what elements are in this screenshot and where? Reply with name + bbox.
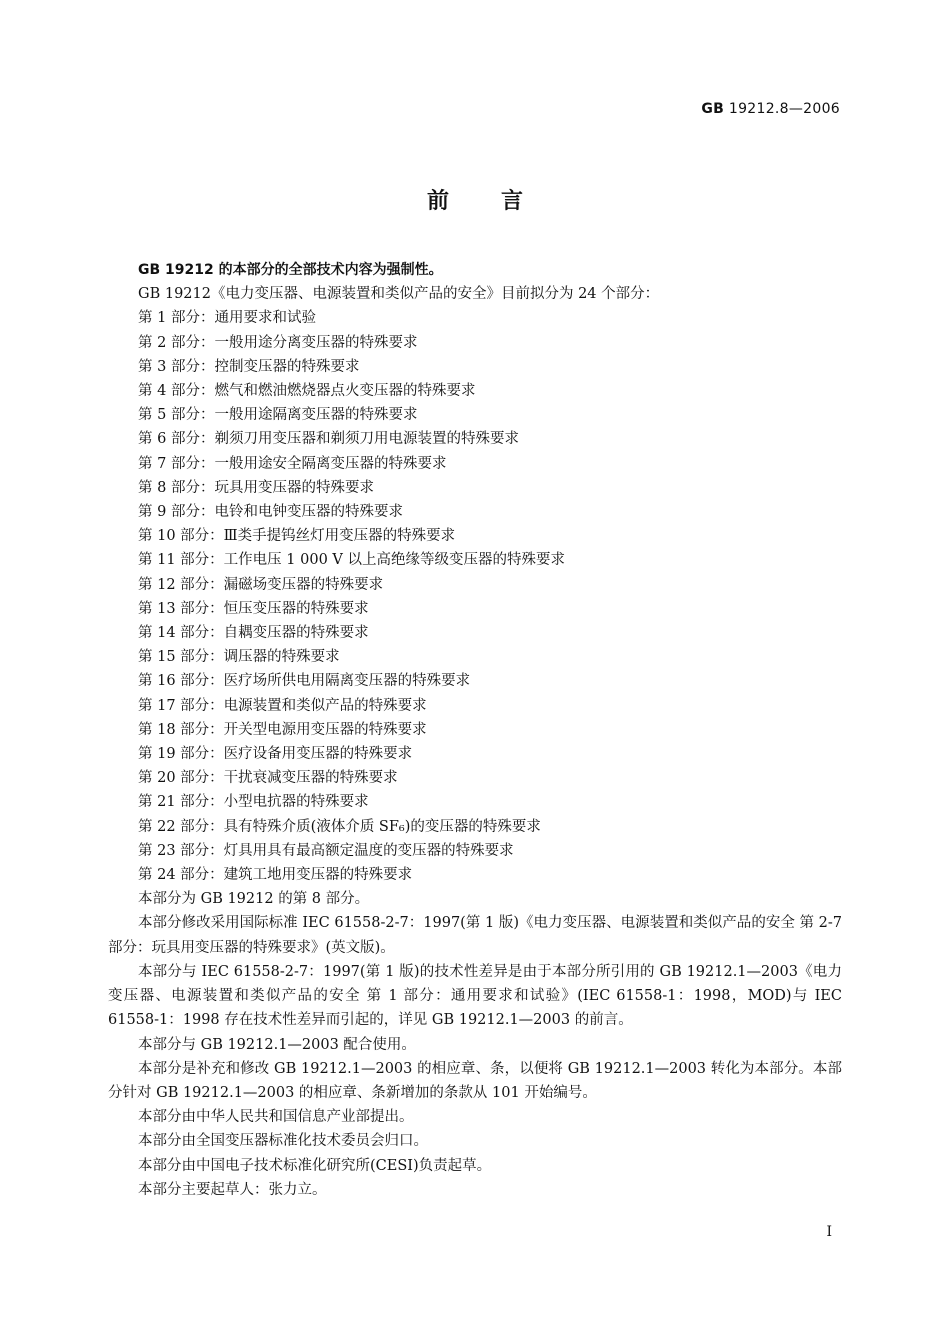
paragraph: 本部分是补充和修改 GB 19212.1—2003 的相应章、条，以便将 GB 19212.1—2003 转化为本部分。本部分针对 GB 19212.1—2003 的相应章、条新增加的条款从 101 开始编号。 xyxy=(108,1060,842,1101)
part-list-item: 第 3 部分：控制变压器的特殊要求 xyxy=(138,358,360,375)
part-list-item: 第 14 部分：自耦变压器的特殊要求 xyxy=(138,625,369,642)
title-char-2: 言 xyxy=(501,189,524,214)
part-list-item: 第 17 部分：电源装置和类似产品的特殊要求 xyxy=(138,697,427,714)
part-list-item: 第 18 部分：开关型电源用变压器的特殊要求 xyxy=(138,721,427,738)
part-list-item: 第 20 部分：干扰衰减变压器的特殊要求 xyxy=(138,770,398,787)
part-list-item: 第 13 部分：恒压变压器的特殊要求 xyxy=(138,600,369,617)
part-list-item: 第 5 部分：一般用途隔离变压器的特殊要求 xyxy=(138,407,418,424)
part-list-item: 第 8 部分：玩具用变压器的特殊要求 xyxy=(138,479,374,496)
paragraph: 本部分为 GB 19212 的第 8 部分。 xyxy=(138,891,370,908)
part-list-item: 第 22 部分：具有特殊介质(液体介质 SF₆)的变压器的特殊要求 xyxy=(138,818,541,835)
part-list-item: 第 4 部分：燃气和燃油燃烧器点火变压器的特殊要求 xyxy=(138,383,476,400)
page-number: I xyxy=(826,1224,832,1240)
part-list-item: 第 16 部分：医疗场所供电用隔离变压器的特殊要求 xyxy=(138,673,471,690)
title-char-1: 前 xyxy=(426,189,449,214)
paragraph: 本部分由全国变压器标准化技术委员会归口。 xyxy=(138,1133,428,1150)
part-list-item: 第 9 部分：电铃和电钟变压器的特殊要求 xyxy=(138,504,403,521)
part-list-item: 第 15 部分：调压器的特殊要求 xyxy=(138,649,340,666)
paragraph: 本部分修改采用国际标准 IEC 61558-2-7：1997(第 1 版)《电力变压器、电源装置和类似产品的安全 第 2-7 部分：玩具用变压器的特殊要求》(英文版)。 xyxy=(108,915,842,956)
part-list-item: 第 7 部分：一般用途安全隔离变压器的特殊要求 xyxy=(138,455,447,472)
part-list-item: 第 24 部分：建筑工地用变压器的特殊要求 xyxy=(138,867,413,884)
document-code: GB 19212.8—2006 xyxy=(701,101,840,117)
part-list-item: 第 6 部分：剃须刀用变压器和剃须刀用电源装置的特殊要求 xyxy=(138,431,519,448)
part-list-item: 第 19 部分：医疗设备用变压器的特殊要求 xyxy=(138,746,413,763)
page-title xyxy=(0,184,950,215)
foreword-body xyxy=(108,258,842,1202)
paragraph: 本部分与 GB 19212.1—2003 配合使用。 xyxy=(138,1036,416,1053)
paragraph: 本部分由中华人民共和国信息产业部提出。 xyxy=(138,1109,414,1126)
part-list-item: 第 23 部分：灯具用具有最高额定温度的变压器的特殊要求 xyxy=(138,842,514,859)
part-list-item: 第 2 部分：一般用途分离变压器的特殊要求 xyxy=(138,334,418,351)
paragraph: 本部分与 IEC 61558-2-7：1997(第 1 版)的技术性差异是由于本部分所引用的 GB 19212.1—2003《电力变压器、电源装置和类似产品的安全 第 1 部分：通用要求和试验》(IEC 61558-1：1998，MOD)与 IEC 61558-1：1998 存在技术性差异而引起的，详见 GB 19212.1—2003 的前言。 xyxy=(108,963,842,1029)
paragraph: 本部分主要起草人：张力立。 xyxy=(138,1181,327,1198)
paragraph: GB 19212《电力变压器、电源装置和类似产品的安全》目前拟分为 24 个部分： xyxy=(138,286,660,303)
part-list-item: 第 11 部分：工作电压 1 000 V 以上高绝缘等级变压器的特殊要求 xyxy=(138,552,565,569)
mandatory-statement: GB 19212 的本部分的全部技术内容为强制性。 xyxy=(138,262,443,278)
part-list-item: 第 21 部分：小型电抗器的特殊要求 xyxy=(138,794,369,811)
paragraph: 本部分由中国电子技术标准化研究所(CESI)负责起草。 xyxy=(138,1157,492,1174)
part-list-item: 第 1 部分：通用要求和试验 xyxy=(138,310,316,327)
part-list-item: 第 10 部分：Ⅲ类手提钨丝灯用变压器的特殊要求 xyxy=(138,528,456,545)
part-list-item: 第 12 部分：漏磁场变压器的特殊要求 xyxy=(138,576,384,593)
